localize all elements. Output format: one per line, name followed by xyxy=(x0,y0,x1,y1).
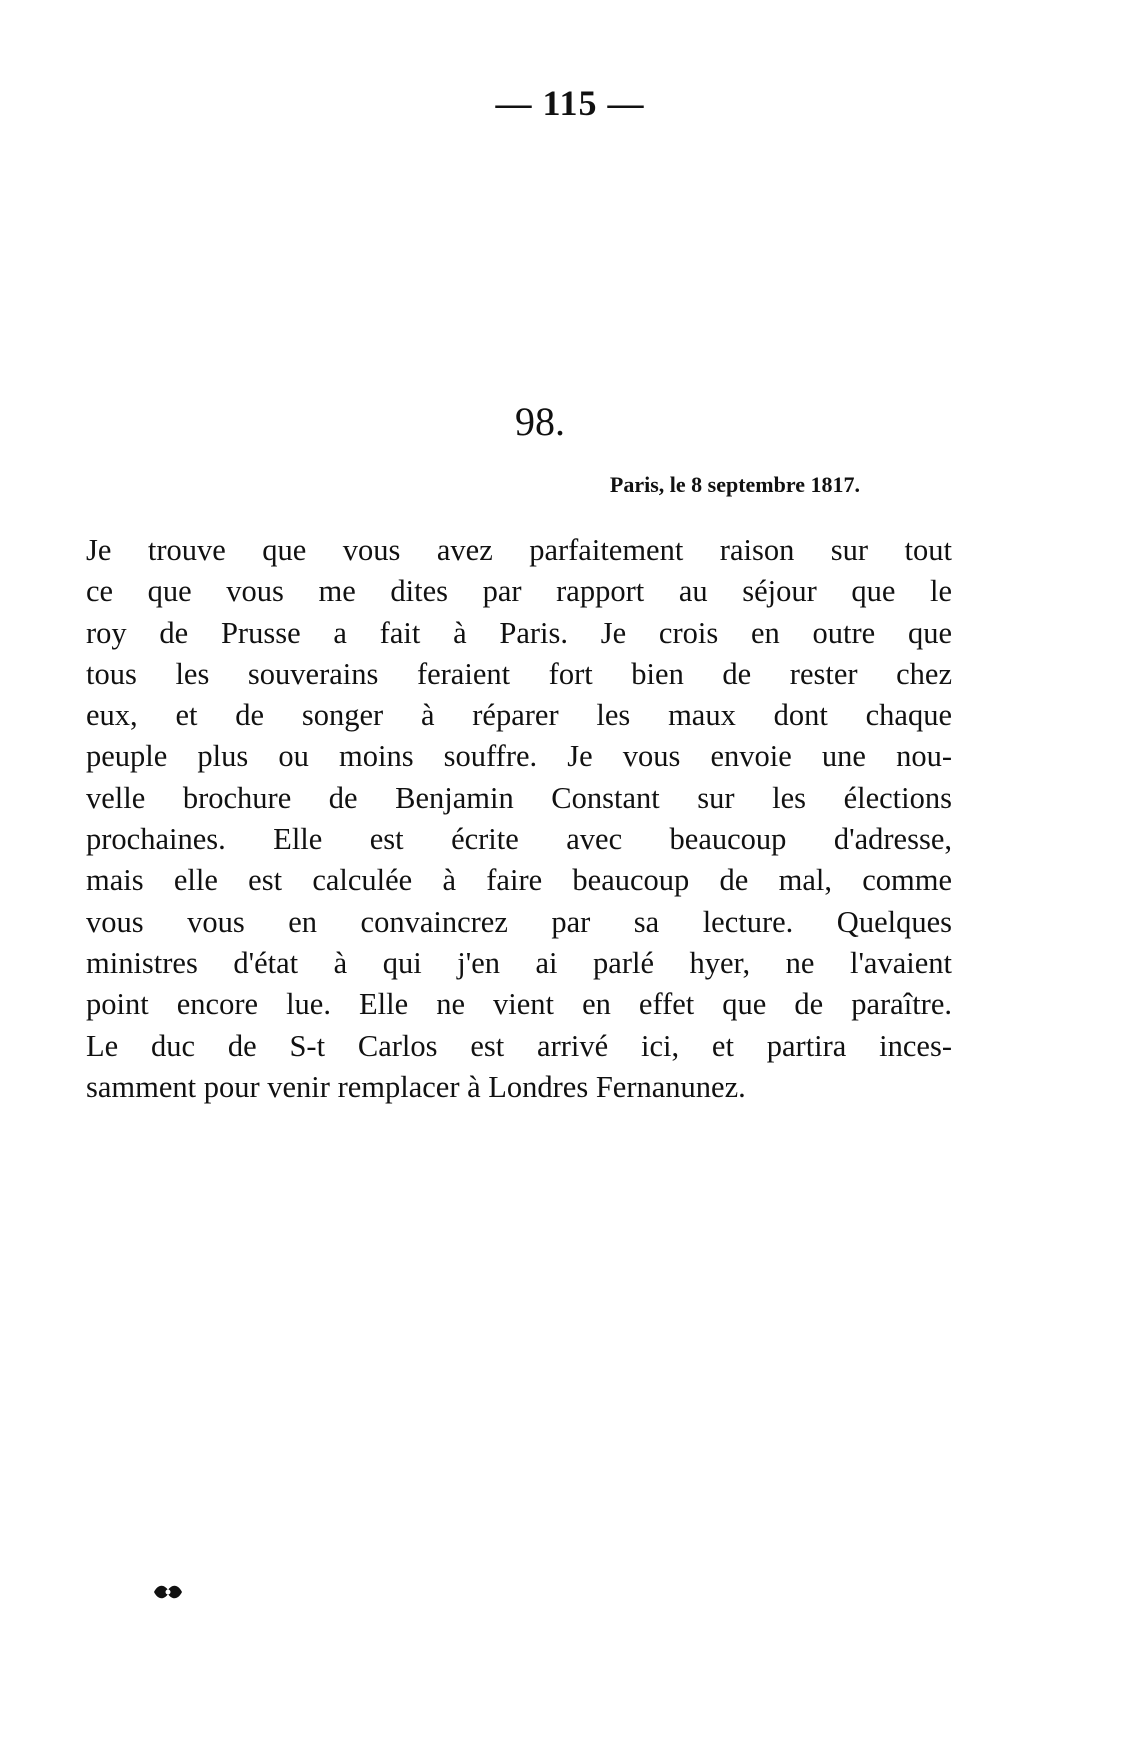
letter-body xyxy=(86,530,952,1108)
body-line: Le duc de S-t Carlos est arrivé ici, et partira inces- xyxy=(86,1028,952,1063)
body-line: Je trouve que vous avez parfaitement raison sur tout xyxy=(86,533,952,567)
letter-number: 98. xyxy=(515,399,565,444)
body-line: point encore lue. Elle ne vient en effet que de paraître. xyxy=(86,987,952,1022)
body-line: ministres d'état à qui j'en ai parlé hyer, ne l'avaient xyxy=(86,945,952,980)
letter-dateline: Paris, le 8 septembre 1817. xyxy=(609,472,860,497)
body-line: peuple plus ou moins souffre. Je vous envoie une nou- xyxy=(86,739,952,774)
body-line: eux, et de songer à réparer les maux dont chaque xyxy=(86,698,952,733)
body-line: roy de Prusse a fait à Paris. Je crois en outre que xyxy=(86,615,952,650)
page-number: — 115 — xyxy=(495,83,645,123)
body-line: samment pour venir remplacer à Londres Fernanunez. xyxy=(86,1069,746,1104)
fleuron-ornament-icon xyxy=(152,1580,184,1604)
body-line: vous vous en convaincrez par sa lecture. Quelques xyxy=(86,904,952,939)
body-line: velle brochure de Benjamin Constant sur les élections xyxy=(86,780,952,815)
body-line: mais elle est calculée à faire beaucoup de mal, comme xyxy=(86,863,952,898)
body-line: prochaines. Elle est écrite avec beaucoup d'adresse, xyxy=(86,822,952,857)
body-line: tous les souverains feraient fort bien de rester chez xyxy=(86,656,952,691)
body-line: ce que vous me dites par rapport au séjour que le xyxy=(86,574,952,609)
